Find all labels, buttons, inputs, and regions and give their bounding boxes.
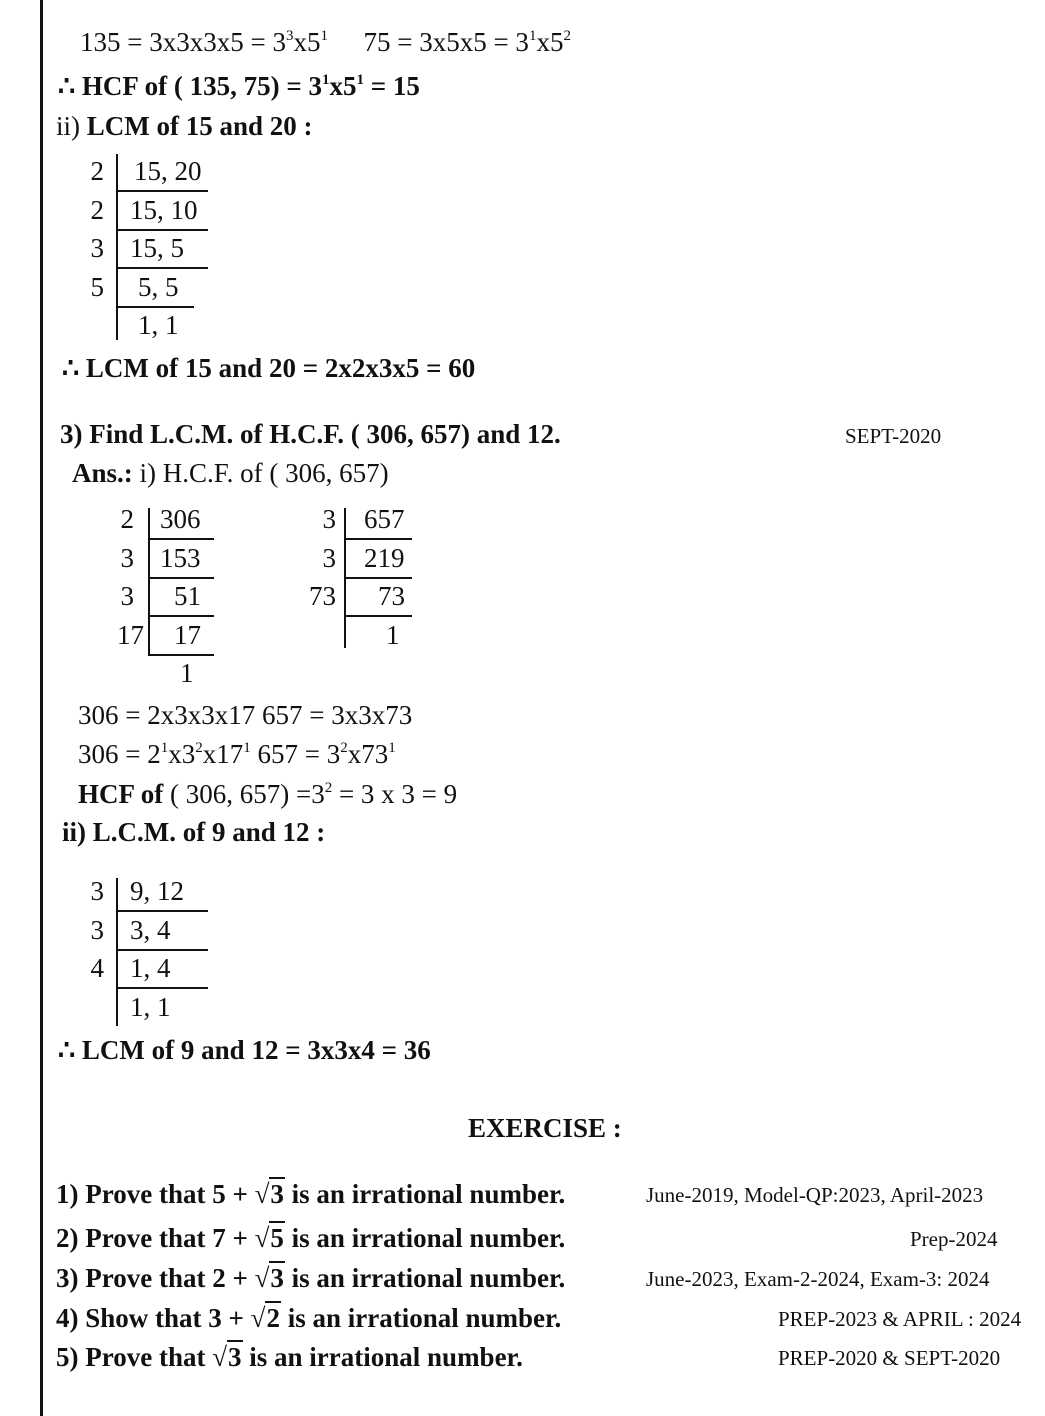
hcf-306-657-result: HCF of ( 306, $657) =3^2 = 3$ x 3 = 9 — [78, 779, 458, 809]
question-3-source: SEPT-2020 — [845, 424, 942, 448]
lcm-15-20-result: ∴ LCM of 15 and 20 = 2x2x3x5 = 60 — [62, 353, 476, 383]
division-ladder-306: 2 306 3 153 3 51 17 17 1 — [108, 502, 228, 692]
exercise-item-5: 5) Prove that √3 is an irrational number. — [56, 1342, 523, 1372]
exercise-item-3: 3) Prove that 2 + √3 is an irrational number. — [56, 1263, 566, 1293]
lcm-9-12-result: ∴ LCM of 9 and 12 = 3x3x4 = 36 — [58, 1035, 431, 1065]
exercise-item-1: 1) Prove that 5 + √3 is an irrational number. — [56, 1179, 566, 1209]
factorization-306-657-exponent: $306 = 2^1x3^2x17^1$ $657 = 3^2x73^1$ — [78, 739, 396, 769]
question-3: 3) Find L.C.M. of H.C.F. ( 306, 657) and 12. — [60, 419, 561, 449]
exercise-item-1-source: June-2019, Model-QP:2023, April-2023 — [646, 1183, 984, 1207]
exercise-item-2: 2) Prove that 7 + √5 is an irrational number. — [56, 1223, 566, 1253]
lcm-15-20-heading: ii) LCM of 15 and 20 : — [56, 111, 313, 141]
page-margin-line — [40, 0, 43, 1416]
answer-line: Ans.: i) H.C.F. of ( 306, 657) — [72, 458, 389, 488]
exercise-item-3-source: June-2023, Exam-2-2024, Exam-3: 2024 — [646, 1267, 990, 1291]
hcf-135-75-result: ∴ HCF of ( 135, $75) = 3^1x5^1 = 15$ — [58, 71, 420, 101]
exercise-item-4: 4) Show that 3 + √2 is an irrational number. — [56, 1303, 562, 1333]
exercise-title: EXERCISE : — [468, 1113, 622, 1143]
lcm-9-12-heading: ii) L.C.M. of 9 and 12 : — [62, 817, 326, 847]
factorization-306-657: 306 = 2x3x3x17 657 = 3x3x73 — [78, 700, 413, 730]
exercise-item-5-source: PREP-2020 & SEPT-2020 — [778, 1346, 1001, 1370]
exercise-item-4-source: PREP-2023 & APRIL : 2024 — [778, 1307, 1022, 1331]
division-ladder-657: 3 657 3 219 73 73 1 — [300, 502, 430, 662]
division-ladder-9-12: 3 9, 12 3 3, 4 4 1, 4 1, 1 — [78, 874, 228, 1034]
exercise-item-2-source: Prep-2024 — [910, 1227, 998, 1251]
factorization-135-75: $135 = 3x3x3x5 = 3^3x5^1$ $75 = 3x5x5 = 3^1x5^2$ — [80, 27, 571, 57]
division-ladder-15-20: 2 15, 20 2 15, 10 3 15, 5 5 5, 5 1, 1 — [78, 154, 228, 344]
